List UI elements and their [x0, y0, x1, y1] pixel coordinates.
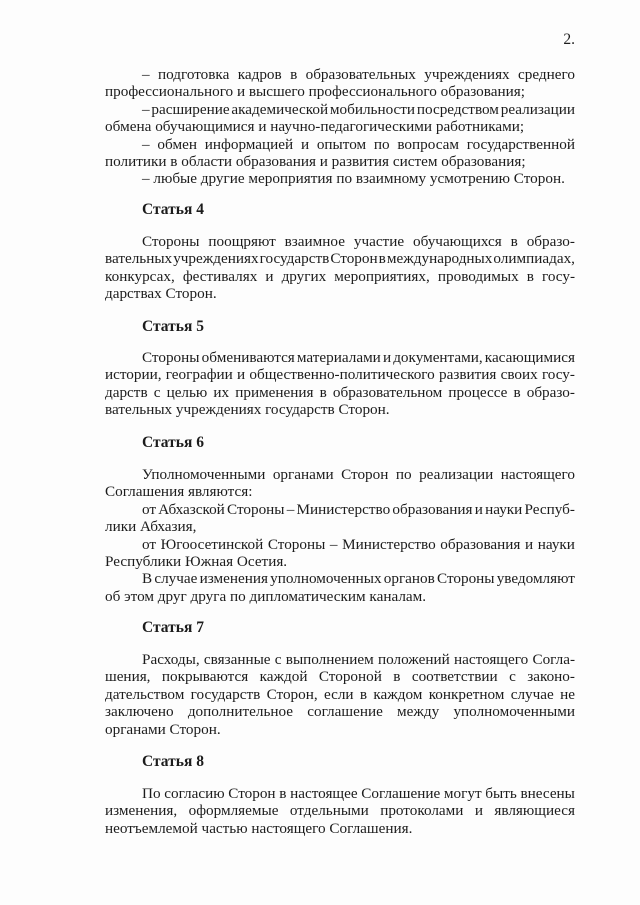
- word: государств: [259, 250, 330, 267]
- word: в: [378, 250, 386, 267]
- word: оформляемые: [188, 802, 279, 819]
- word: внесены: [520, 785, 575, 802]
- list-item-line: [142, 102, 575, 118]
- word: касающимися: [484, 349, 575, 366]
- article-paragraph-line: [142, 234, 575, 250]
- list-item-line: обмена обучающимися и научно-педагогическими работниками;: [105, 118, 525, 135]
- word: и: [474, 501, 483, 518]
- article-paragraph-line: [105, 269, 575, 285]
- word: в: [393, 668, 401, 685]
- article-paragraph-line: [105, 687, 575, 703]
- article-paragraph-line: [142, 350, 575, 366]
- word: среднего: [518, 66, 575, 83]
- word: фестивалях: [182, 268, 258, 285]
- word: по: [395, 466, 412, 483]
- word: общественно-политического: [249, 366, 435, 383]
- article-paragraph-line: [142, 786, 575, 802]
- word: дополнительное: [187, 703, 294, 720]
- word: поощряют: [208, 233, 276, 250]
- word: вательных: [105, 250, 173, 267]
- article-paragraph-line: [142, 652, 575, 668]
- article-paragraph-line: вательных учреждениях государств Сторон.: [105, 401, 390, 418]
- word: процессе: [448, 384, 508, 401]
- word: и: [300, 136, 310, 153]
- article-paragraph-line: лики Абхазия,: [105, 518, 197, 535]
- word: учреждениях: [424, 66, 510, 83]
- word: обучающихся: [412, 233, 502, 250]
- article-paragraph-line: [105, 669, 575, 685]
- word: Уполномоченными: [142, 466, 266, 483]
- word: настоящее: [290, 785, 358, 802]
- page-number: 2.: [563, 31, 575, 48]
- word: Стороны: [227, 501, 285, 518]
- article-heading: Статья 8: [142, 753, 204, 770]
- article-paragraph-line: [142, 537, 575, 553]
- word: Расходы,: [142, 651, 200, 668]
- word: образования: [440, 536, 521, 553]
- word: от: [142, 536, 157, 553]
- word: взаимное: [284, 233, 345, 250]
- list-item-line: – любые другие мероприятия по взаимному усмотрению Сторон.: [142, 170, 565, 187]
- word: шения,: [105, 668, 151, 685]
- word: случае: [154, 570, 198, 587]
- word: посредством: [416, 101, 499, 118]
- word: международных: [386, 250, 493, 267]
- word: настоящего: [453, 651, 529, 668]
- word: географии: [165, 366, 233, 383]
- word: соглашение: [307, 703, 383, 720]
- word: уведомляют: [496, 570, 575, 587]
- word: применения: [235, 384, 314, 401]
- word: и: [525, 536, 534, 553]
- word: связанные: [203, 651, 271, 668]
- word: науки: [485, 501, 523, 518]
- word: –: [142, 136, 150, 153]
- word: Югоосетинской: [160, 536, 264, 553]
- word: своих: [500, 366, 538, 383]
- article-paragraph-line: [105, 704, 575, 720]
- word: развития: [438, 366, 497, 383]
- word: не: [560, 686, 575, 703]
- article-paragraph-line: органами Сторон.: [105, 721, 221, 738]
- word: и: [237, 366, 246, 383]
- article-heading: Статья 4: [142, 201, 204, 218]
- word: олимпиадах,: [493, 250, 575, 267]
- article-paragraph-line: неотъемлемой частью настоящего Соглашения.: [105, 820, 413, 837]
- word: протоколами: [380, 802, 464, 819]
- word: –: [329, 536, 338, 553]
- word: госу-: [541, 268, 575, 285]
- word: госу-: [541, 366, 575, 383]
- word: целью: [166, 384, 208, 401]
- word: Стороной: [318, 668, 382, 685]
- word: учреждениях: [173, 250, 259, 267]
- word: по: [373, 136, 390, 153]
- word: государств: [190, 686, 261, 703]
- word: Согла-: [532, 651, 575, 668]
- word: и: [474, 802, 483, 819]
- word: По: [142, 785, 161, 802]
- word: образовательном: [332, 384, 443, 401]
- word: участие: [353, 233, 405, 250]
- word: академической: [231, 101, 329, 118]
- word: являющиеся: [494, 802, 575, 819]
- word: положений: [377, 651, 450, 668]
- word: Министерство: [342, 536, 436, 553]
- word: Сторон: [330, 250, 378, 267]
- word: других: [281, 268, 327, 285]
- word: мобильности: [329, 101, 416, 118]
- word: заключено: [105, 703, 174, 720]
- article-paragraph-line: об этом друг друга по дипломатическим каналам.: [105, 588, 427, 605]
- word: образо-: [526, 233, 575, 250]
- word: Соглашение: [361, 785, 441, 802]
- word: образо-: [526, 384, 575, 401]
- word: науки: [537, 536, 575, 553]
- word: с: [509, 668, 516, 685]
- article-paragraph-line: дарствах Сторон.: [105, 285, 217, 302]
- word: в: [359, 686, 368, 703]
- word: Сторон: [228, 785, 276, 802]
- article-paragraph-line: [142, 502, 575, 518]
- word: образовательных: [305, 66, 416, 83]
- list-item-line: [142, 137, 575, 153]
- word: истории,: [105, 366, 162, 383]
- word: в: [290, 66, 298, 83]
- word: мероприятиях,: [334, 268, 430, 285]
- word: изменения,: [105, 802, 178, 819]
- word: образования: [392, 501, 473, 518]
- word: покрываются: [161, 668, 249, 685]
- word: от: [142, 501, 157, 518]
- article-paragraph-line: [105, 367, 575, 383]
- list-item-line: политики в области образования и развития систем образования;: [105, 153, 526, 170]
- word: с: [153, 384, 161, 401]
- word: уполномоченными: [453, 703, 575, 720]
- word: расширение: [151, 101, 230, 118]
- word: Стороны: [142, 349, 200, 366]
- article-paragraph-line: [142, 467, 575, 483]
- word: кадров: [237, 66, 282, 83]
- word: случае: [510, 686, 554, 703]
- word: согласию: [164, 785, 225, 802]
- word: выполнением: [285, 651, 374, 668]
- word: –: [286, 501, 295, 518]
- article-paragraph-line: [142, 571, 575, 587]
- article-paragraph-line: [105, 251, 575, 267]
- word: документами,: [393, 349, 483, 366]
- word: органами: [272, 466, 334, 483]
- article-paragraph-line: [105, 803, 575, 819]
- article-heading: Статья 6: [142, 434, 204, 451]
- article-heading: Статья 5: [142, 318, 204, 335]
- word: законо-: [527, 668, 575, 685]
- word: проводимых: [437, 268, 519, 285]
- word: опытом: [316, 136, 367, 153]
- article-paragraph-line: Республики Южная Осетия.: [105, 553, 288, 570]
- word: Стороны: [142, 233, 200, 250]
- word: в: [526, 268, 534, 285]
- word: вопросам: [397, 136, 459, 153]
- word: органов: [383, 570, 435, 587]
- list-item-line: профессионального и высшего профессионального образования;: [105, 83, 525, 100]
- word: в: [513, 384, 521, 401]
- article-heading: Статья 7: [142, 619, 204, 636]
- word: конкретном: [428, 686, 505, 703]
- word: могут: [443, 785, 482, 802]
- word: с: [274, 651, 282, 668]
- word: дательством: [105, 686, 185, 703]
- word: Стороны: [437, 570, 495, 587]
- word: настоящего: [500, 466, 575, 483]
- word: в: [319, 384, 327, 401]
- word: Респуб-: [524, 501, 575, 518]
- word: Абхазской: [158, 501, 225, 518]
- word: конкурсах,: [105, 268, 175, 285]
- word: –: [142, 66, 150, 83]
- word: каждой: [259, 668, 308, 685]
- word: Сторон: [341, 466, 389, 483]
- word: обмен: [157, 136, 197, 153]
- word: и: [382, 349, 392, 366]
- word: реализации: [419, 466, 494, 483]
- word: дарств: [105, 384, 148, 401]
- article-paragraph-line: [105, 385, 575, 401]
- word: уполномоченных: [270, 570, 382, 587]
- word: материалами: [296, 349, 381, 366]
- word: Стороны: [267, 536, 326, 553]
- word: каждом: [373, 686, 423, 703]
- word: отдельными: [289, 802, 369, 819]
- word: и: [265, 268, 274, 285]
- word: Министерство: [296, 501, 391, 518]
- word: Сторон,: [266, 686, 318, 703]
- list-item-line: [142, 67, 575, 83]
- word: быть: [485, 785, 517, 802]
- word: информацией: [204, 136, 294, 153]
- word: в: [510, 233, 518, 250]
- word: соответствии: [411, 668, 498, 685]
- word: между: [397, 703, 440, 720]
- word: –: [142, 101, 150, 118]
- word: их: [213, 384, 230, 401]
- word: если: [323, 686, 354, 703]
- article-paragraph-line: Соглашения являются:: [105, 483, 253, 500]
- word: изменения: [199, 570, 268, 587]
- word: реализации: [500, 101, 575, 118]
- word: государственной: [466, 136, 575, 153]
- word: в: [279, 785, 287, 802]
- word: подготовка: [157, 66, 230, 83]
- word: обмениваются: [201, 349, 295, 366]
- word: В: [142, 570, 153, 587]
